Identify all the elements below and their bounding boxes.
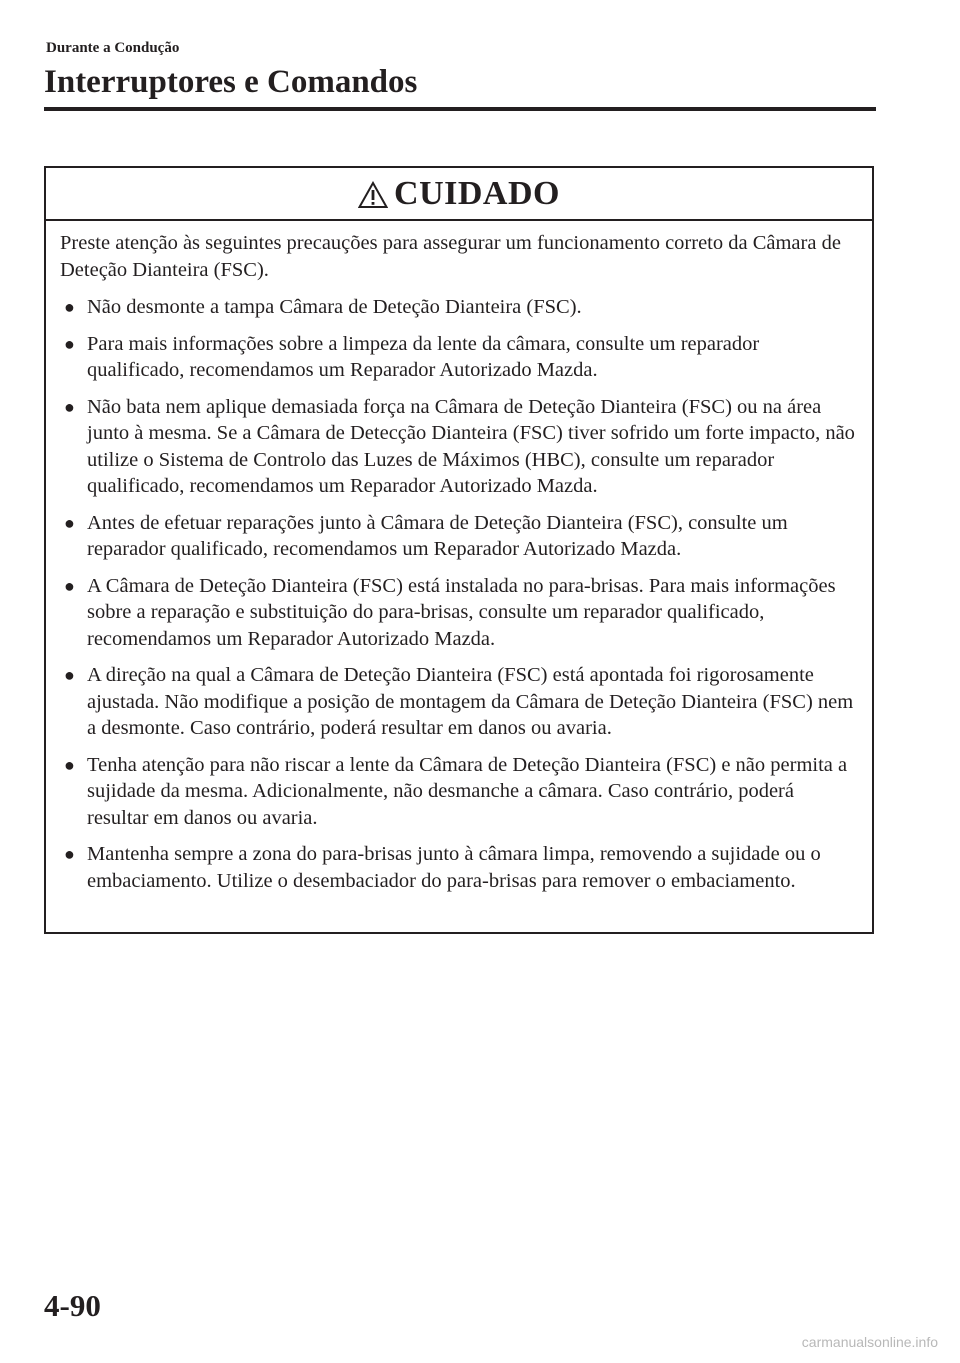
list-item <box>60 662 856 742</box>
list-item <box>60 841 856 894</box>
list-item-text: Não bata nem aplique demasiada força na Câmara de Deteção Dianteira (FSC) ou na área junto à mesma. Se a Câmara de Detecção Dianteira (FSC) tiver sofrido um forte impacto, não utilize o Sistema de Controlo das Luzes de Máximos (HBC), consulte um reparador qualificado, recomendamos um Reparador Autorizado Mazda. <box>87 395 855 497</box>
list-item-text: Mantenha sempre a zona do para-brisas junto à câmara limpa, removendo a sujidade ou o embaciamento. Utilize o desembaciador do para-brisas para remover o embaciamento. <box>87 843 821 892</box>
list-item <box>60 294 856 321</box>
page-title: Interruptores e Comandos <box>44 64 418 100</box>
list-item <box>60 331 856 384</box>
list-item-text: Para mais informações sobre a limpeza da lente da câmara, consulte um reparador qualificado, recomendamos um Reparador Autorizado Mazda. <box>87 332 760 381</box>
bullet-icon: ● <box>64 512 75 533</box>
list-item <box>60 510 856 563</box>
bullet-icon: ● <box>64 665 75 685</box>
caution-title: CUIDADO <box>394 174 560 212</box>
list-item <box>60 752 856 832</box>
page-number: 4-90 <box>44 1288 101 1323</box>
list-item-text: A Câmara de Deteção Dianteira (FSC) está instalada no para-brisas. Para mais informações sobre a reparação e substituição do para-brisas, consulte um reparador qualificado, recomendamos um Reparador Autorizado Mazda. <box>87 574 836 650</box>
bullet-icon: ● <box>64 844 75 864</box>
title-rule <box>44 107 876 111</box>
caution-box <box>44 166 874 934</box>
list-item-text: Tenha atenção para não riscar a lente da Câmara de Deteção Dianteira (FSC) e não permita a sujidade da mesma. Adicionalmente, não desmanche a câmara. Caso contrário, poderá resultar em danos ou avaria. <box>87 753 848 829</box>
list-item-text: A direção na qual a Câmara de Deteção Dianteira (FSC) está apontada foi rigorosamente ajustada. Não modifique a posição de montagem da Câmara de Deteção Dianteira (FSC) nem a desmonte. Caso contrário, poderá resultar em danos ou avaria. <box>87 664 854 739</box>
caution-header <box>46 168 872 221</box>
caution-list <box>60 294 856 894</box>
list-item <box>60 394 856 500</box>
list-item-text: Antes de efetuar reparações junto à Câmara de Deteção Dianteira (FSC), consulte um reparador qualificado, recomendamos um Reparador Autorizado Mazda. <box>87 511 788 560</box>
watermark: carmanualsonline.info <box>801 1334 938 1350</box>
caution-body <box>46 221 872 894</box>
section-label: Durante a Condução <box>46 40 180 56</box>
warning-triangle-icon <box>358 181 388 209</box>
bullet-icon: ● <box>64 754 75 775</box>
bullet-icon: ● <box>64 396 75 417</box>
caution-intro: Preste atenção às seguintes precauções para assegurar um funcionamento correto da Câmara de Deteção Dianteira (FSC). <box>60 232 841 281</box>
bullet-icon: ● <box>64 333 75 354</box>
bullet-icon: ● <box>64 575 75 596</box>
list-item <box>60 573 856 653</box>
list-item-text: Não desmonte a tampa Câmara de Deteção Dianteira (FSC). <box>87 296 582 318</box>
bullet-icon: ● <box>64 297 75 317</box>
